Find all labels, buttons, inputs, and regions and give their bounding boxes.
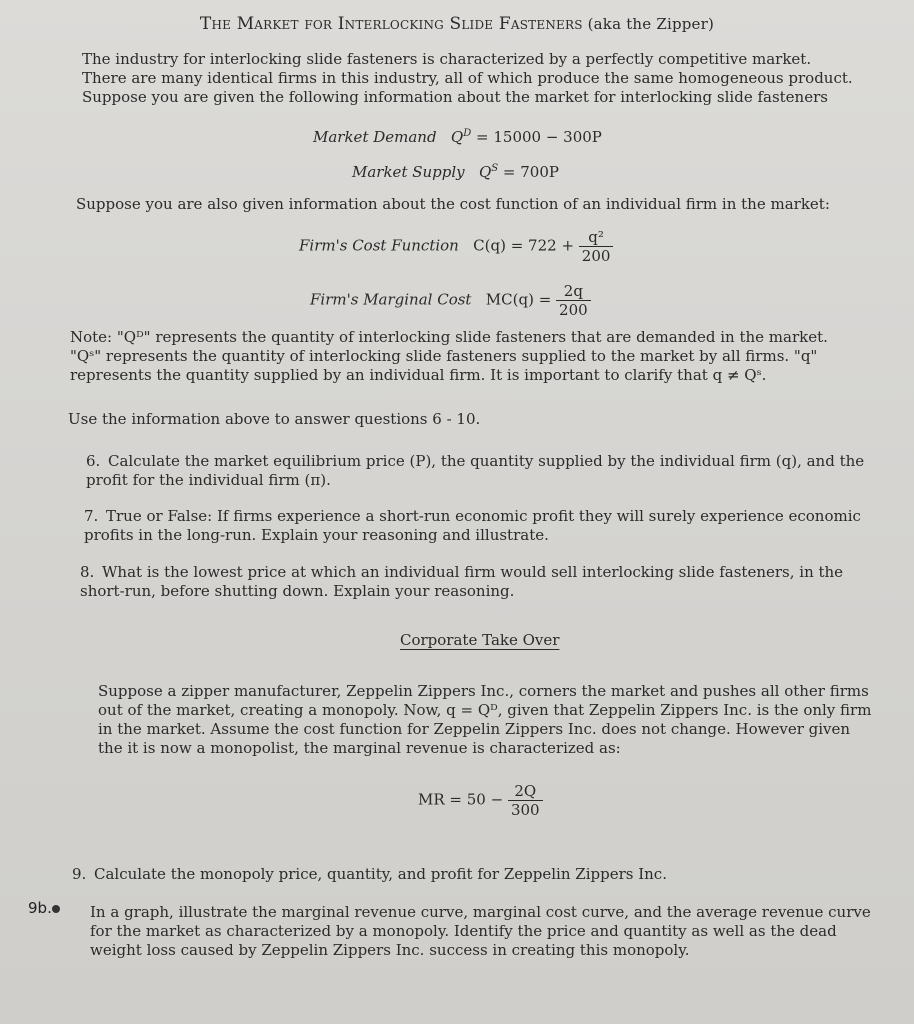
- section-heading: Corporate Take Over: [400, 631, 560, 649]
- question-8: [80, 563, 868, 601]
- title-main: The Market for Interlocking Slide Fasteners: [199, 14, 583, 34]
- question-7-number: 7.: [84, 507, 99, 525]
- intro-paragraph: The industry for interlocking slide fasteners is characterized by a perfectly competitive market. There are many identical firms in this industry, all of which produce the same homogeneous product. Suppose you are given the following information about the market for interlocking slide fasteners: [82, 50, 853, 106]
- handwritten-9b-label: 9b.: [28, 899, 52, 917]
- cost-fraction: [579, 228, 614, 265]
- firm-cost-function: [299, 228, 613, 265]
- page-title: [0, 14, 914, 34]
- cost-numerator: q²: [579, 228, 614, 247]
- supply-label: Market Supply: [352, 163, 465, 181]
- question-7-text: True or False: If firms experience a short-run economic profit they will surely experience economic profits in the long-run. Explain your reasoning and illustrate.: [84, 507, 861, 544]
- market-supply-equation: [352, 163, 559, 181]
- question-6: [86, 452, 866, 490]
- cost-intro: Suppose you are also given information about the cost function of an individual firm in the market:: [76, 195, 830, 213]
- bullet-dot-icon: [52, 905, 60, 913]
- question-9-number: 9.: [72, 865, 87, 883]
- mc-numerator: 2q: [556, 282, 591, 301]
- supply-sup: S: [491, 163, 499, 174]
- supply-rhs: = 700P: [502, 163, 559, 181]
- demand-rhs: = 15000 − 300P: [476, 128, 602, 146]
- mc-label: Firm's Marginal Cost: [310, 290, 472, 309]
- mr-numerator: 2Q: [508, 782, 543, 801]
- mc-fraction: [556, 282, 591, 319]
- question-8-text: What is the lowest price at which an individual firm would sell interlocking slide fasteners, in the short-run, before shutting down. Explain your reasoning.: [80, 563, 844, 600]
- handwritten-9b-mark: [28, 899, 60, 917]
- mr-denominator: 300: [510, 801, 540, 819]
- cost-lhs: C(q) = 722 +: [473, 236, 575, 255]
- note-paragraph: Note: "Qᴰ" represents the quantity of interlocking slide fasteners that are demanded in the market. "Qˢ" represents the quantity of interlocking slide fasteners supplied to the market by all firms. "q" represents the quantity supplied by an individual firm. It is important to clarify that q ≠ Qˢ.: [70, 328, 828, 384]
- mc-denominator: 200: [559, 301, 588, 319]
- use-info-line: Use the information above to answer questions 6 - 10.: [68, 410, 481, 428]
- market-demand-equation: [313, 128, 602, 146]
- demand-sup: D: [463, 128, 472, 139]
- mr-fraction: [508, 782, 543, 819]
- question-9-text: Calculate the monopoly price, quantity, and profit for Zeppelin Zippers Inc.: [94, 865, 667, 883]
- question-9: [72, 865, 862, 884]
- question-7: [84, 507, 866, 545]
- question-9b-text: In a graph, illustrate the marginal revenue curve, marginal cost curve, and the average revenue curve for the market as characterized by a monopoly. Identify the price and quantity as well as the dead weight loss caused by Zeppelin Zippers Inc. success in creating this monopoly.: [90, 903, 871, 959]
- firm-marginal-cost: [310, 282, 591, 319]
- question-6-number: 6.: [86, 452, 101, 470]
- demand-lhs: Q: [450, 128, 464, 146]
- title-aka: (aka the Zipper): [587, 15, 715, 33]
- mr-lhs: MR = 50 −: [418, 790, 504, 809]
- mc-lhs: MC(q) =: [485, 290, 552, 309]
- marginal-revenue-equation: [418, 782, 543, 819]
- supply-lhs: Q: [478, 163, 492, 181]
- cost-label: Firm's Cost Function: [299, 236, 459, 255]
- demand-label: Market Demand: [313, 128, 437, 146]
- cost-denominator: 200: [581, 247, 611, 265]
- question-8-number: 8.: [80, 563, 95, 581]
- takeover-paragraph: Suppose a zipper manufacturer, Zeppelin Zippers Inc., corners the market and pushes all other firms out of the market, creating a monopoly. Now, q = Qᴰ, given that Zeppelin Zippers Inc. is the only firm in the market. Assume the cost function for Zeppelin Zippers Inc. does not change. However given the it is now a monopolist, the marginal revenue is characterized as:: [98, 682, 872, 757]
- question-6-text: Calculate the market equilibrium price (P), the quantity supplied by the individual firm (q), and the profit for the individual firm (π).: [86, 452, 865, 489]
